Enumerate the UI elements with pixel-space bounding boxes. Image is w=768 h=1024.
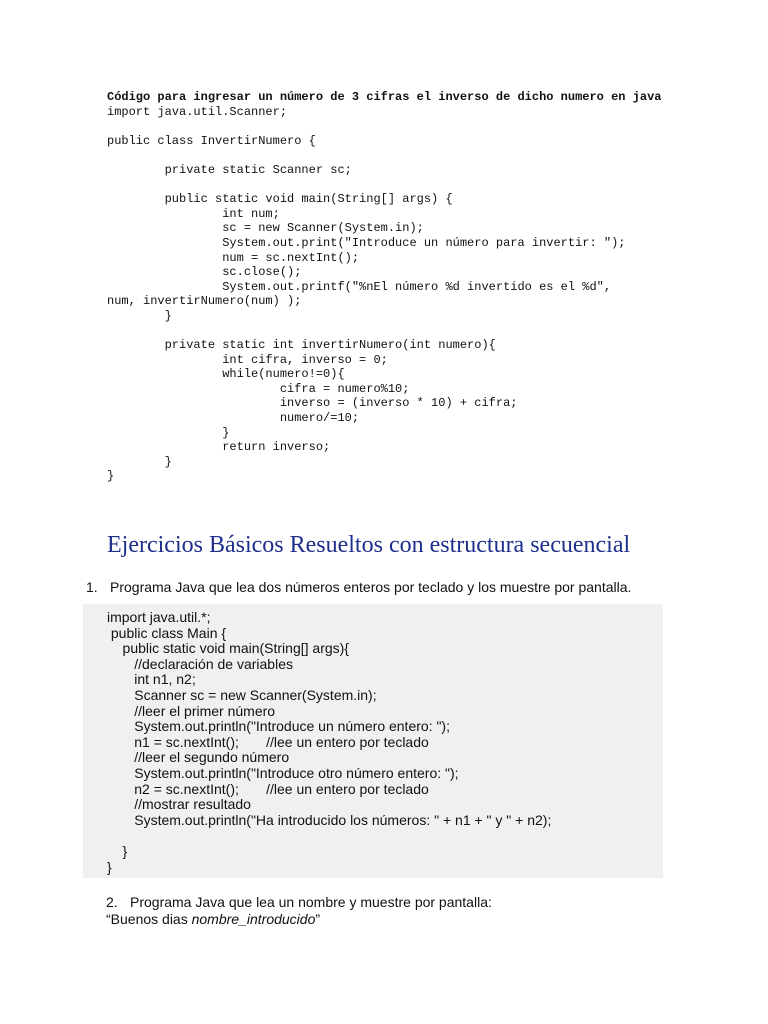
exercise-1-number: 1. xyxy=(86,579,98,595)
invert-number-code: import java.util.Scanner; public class InvertirNumero { private static Scanner sc; public static void main(String[] args) { int num; sc = new Scanner(System.in); System.out.print("Introduce un número para invertir: "); num = sc.nextInt(); sc.close(); System.out.printf("%nEl número %d invertido es el %d", num, invertirNumero(num) ); } private static int invertirNumero(int numero){ int cifra, inverso = 0; while(numero!=0){ cifra = numero%10; inverso = (inverso * 10) + cifra; numero/=10; } return inverso; } } xyxy=(107,104,626,484)
invert-number-title: Código para ingresar un número de 3 cifras el inverso de dicho numero en java xyxy=(107,90,662,104)
exercise-2-greeting xyxy=(106,911,320,928)
greeting-prefix: “Buenos dias xyxy=(106,911,192,927)
exercise-1-statement xyxy=(86,579,631,596)
exercise-2-text: Programa Java que lea un nombre y muestre por pantalla: xyxy=(130,894,492,910)
invert-number-section xyxy=(107,90,687,484)
greeting-suffix: ” xyxy=(315,911,321,927)
exercise-1-text: Programa Java que lea dos números enteros por teclado y los muestre por pantalla. xyxy=(110,579,632,595)
section-heading: Ejercicios Básicos Resueltos con estructura secuencial xyxy=(107,532,631,558)
exercise-1-code-box xyxy=(83,604,663,878)
exercise-2-number: 2. xyxy=(106,894,118,910)
exercise-2-statement xyxy=(106,894,492,911)
exercise-1-code: import java.util.*; public class Main { public static void main(String[] args){ //declaración de variables int n1, n2; Scanner sc = new Scanner(System.in); //leer el primer número System.out.println("Introduce un número entero: "); n1 = sc.nextInt(); //lee un entero por teclado //leer el segundo número System.out.println("Introduce otro número entero: "); n2 = sc.nextInt(); //lee un entero por teclado //mostrar resultado System.out.println("Ha introducido los números: " + n1 + " y " + n2); } } xyxy=(107,609,552,875)
greeting-variable: nombre_introducido xyxy=(191,911,316,927)
